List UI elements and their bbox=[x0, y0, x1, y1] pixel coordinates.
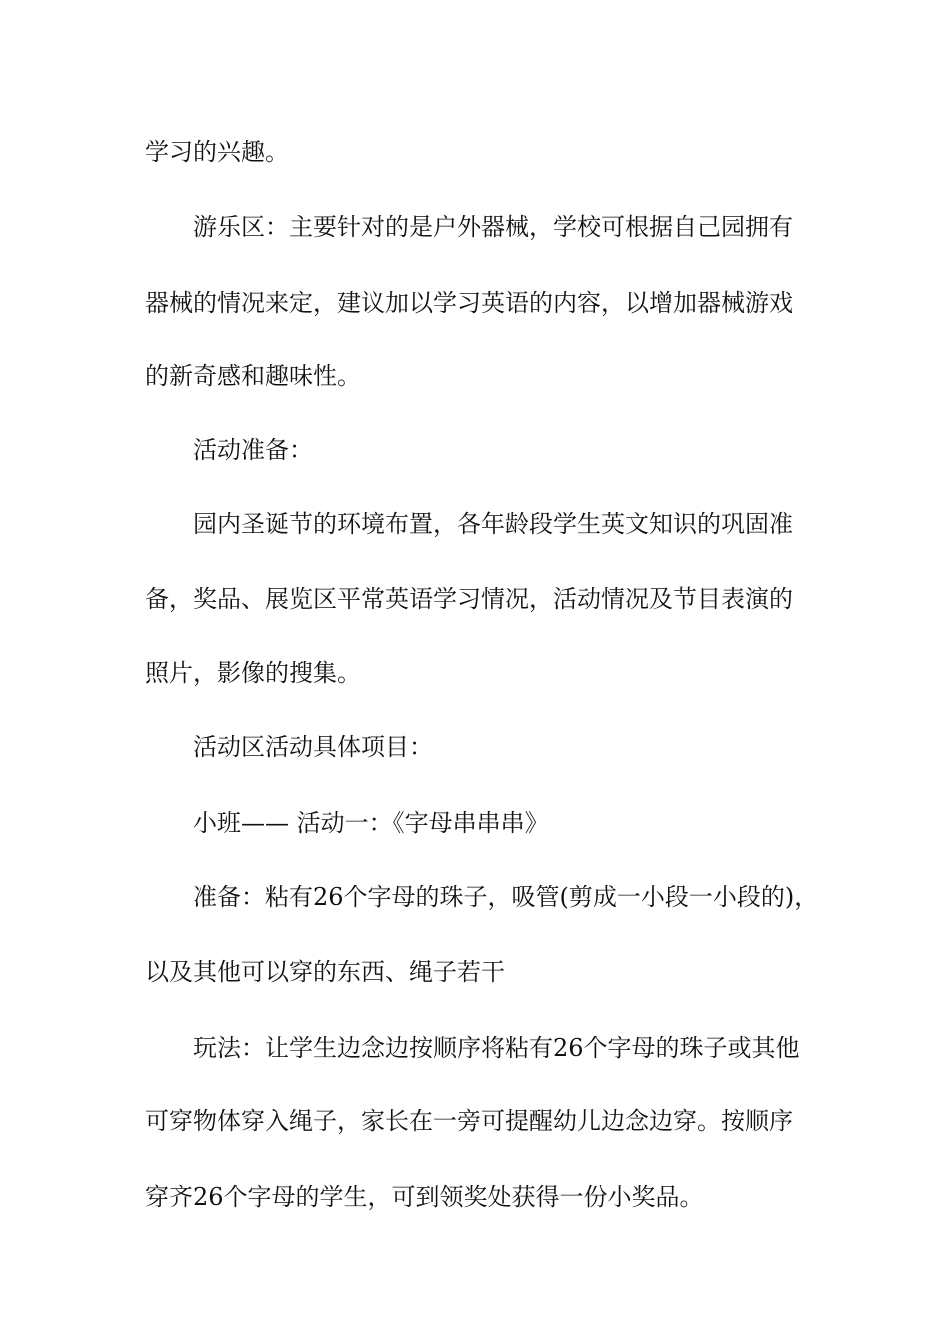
text-line: 以及其他可以穿的东西、绳子若干 bbox=[145, 958, 505, 986]
section-heading: 活动准备： bbox=[193, 436, 313, 464]
paragraph-line: 玩法：让学生边念边按顺序将粘有26个字母的珠子或其他 bbox=[193, 1034, 800, 1062]
paragraph-line: 游乐区：主要针对的是户外器械，学校可根据自己园拥有 bbox=[193, 213, 793, 241]
text-line: 穿齐26个字母的学生，可到领奖处获得一份小奖品。 bbox=[145, 1183, 704, 1211]
text-line: 学习的兴趣。 bbox=[145, 138, 289, 166]
text-line: 的新奇感和趣味性。 bbox=[145, 362, 361, 390]
section-heading: 活动区活动具体项目： bbox=[193, 733, 433, 761]
text-line: 照片，影像的搜集。 bbox=[145, 659, 361, 687]
text-line: 备，奖品、展览区平常英语学习情况，活动情况及节目表演的 bbox=[145, 585, 793, 613]
paragraph-line: 园内圣诞节的环境布置，各年龄段学生英文知识的巩固准 bbox=[193, 510, 793, 538]
paragraph-line: 准备：粘有26个字母的珠子，吸管(剪成一小段一小段的)， bbox=[193, 883, 819, 911]
text-line: 器械的情况来定，建议加以学习英语的内容，以增加器械游戏 bbox=[145, 289, 793, 317]
text-line: 可穿物体穿入绳子，家长在一旁可提醒幼儿边念边穿。按顺序 bbox=[145, 1107, 793, 1135]
activity-title: 小班—— 活动一：《字母串串串》 bbox=[193, 809, 549, 837]
